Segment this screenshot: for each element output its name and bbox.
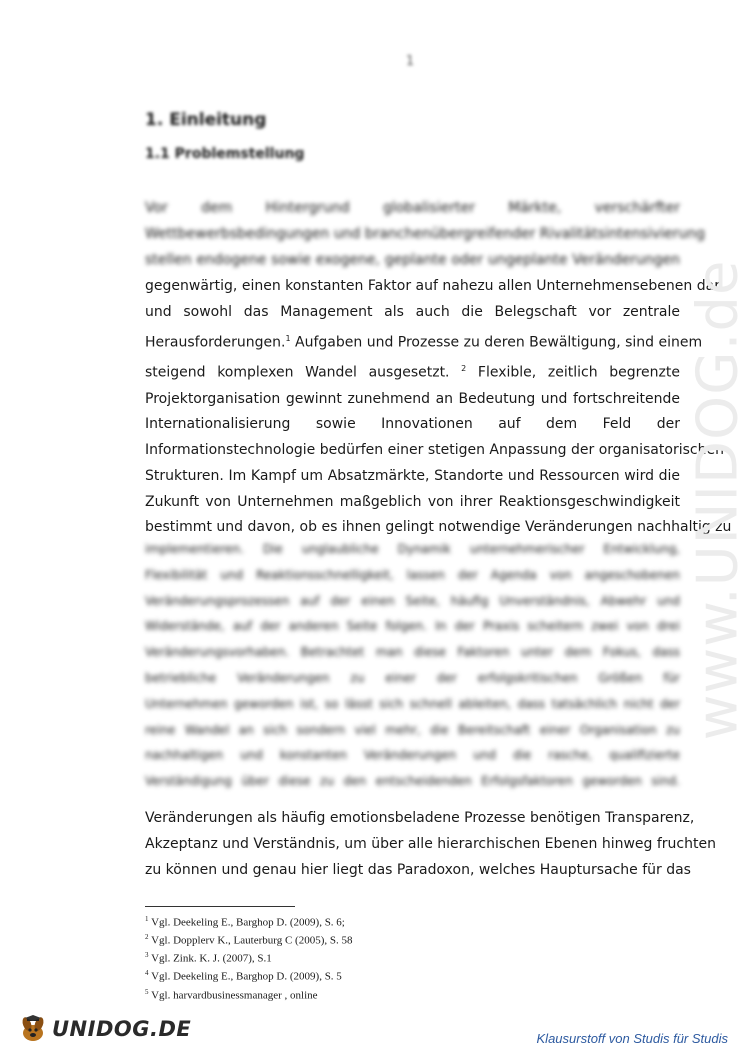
text-segment: steigend komplexen Wandel ausgesetzt.: [145, 364, 462, 381]
watermark: [685, 259, 750, 741]
text-segment: Herausforderungen.: [145, 334, 286, 351]
watermark-text: www.UNIDOG.de: [685, 259, 750, 741]
footnote: [145, 930, 353, 948]
text-line: Informationstechnologie bedürfen einer stetigen Anpassung der organisatorischen: [145, 442, 724, 459]
text-line: Widerstände, auf der anderen Seite folgen. In der Praxis scheitern zwei von drei: [145, 619, 680, 634]
footnote: [145, 948, 353, 966]
visible-paragraph-2: [145, 806, 716, 883]
tagline: Klausurstoff von Studis für Studis: [536, 1031, 728, 1046]
footnote-separator: [145, 906, 295, 907]
text-line: Akzeptanz und Verständnis, um über alle hierarchischen Ebenen hinweg fruchten: [145, 835, 716, 852]
blurred-paragraph-top: [145, 196, 706, 273]
chapter-heading: 1. Einleitung: [145, 110, 267, 130]
text-line: Strukturen. Im Kampf um Absatzmärkte, Standorte und Ressourcen wird die: [145, 467, 680, 484]
footnote-text: Vgl. Deekeling E., Barghop D. (2009), S. 6;: [151, 916, 345, 929]
footnote-number: 2: [145, 933, 149, 942]
section-heading: 1.1 Problemstellung: [145, 146, 305, 162]
text-line: Wettbewerbsbedingungen und branchenübergreifender Rivalitätsintensivierung: [145, 225, 706, 242]
footnote-number: 3: [145, 951, 149, 960]
visible-paragraph-1: [145, 274, 732, 541]
footnote-number: 1: [145, 915, 149, 923]
footnotes: [145, 912, 353, 1003]
blurred-paragraph-mid: [145, 537, 680, 795]
text-line: Projektorganisation gewinnt zunehmend an Bedeutung und fortschreitende: [145, 390, 680, 407]
footnote: [145, 966, 353, 984]
text-segment: Aufgaben und Prozesse zu deren Bewältigung, sind einem: [290, 334, 703, 351]
text-line: Zukunft von Unternehmen maßgeblich von ihrer Reaktionsgeschwindigkeit: [145, 493, 680, 510]
page-number: 1: [405, 54, 415, 69]
text-line: reine Wandel an sich sondern viel mehr, die Bereitschaft einer Organisation zu: [145, 722, 680, 737]
footnote-number: 5: [145, 987, 149, 996]
text-line: Flexibilität und Reaktionsschnelligkeit, lassen der Agenda von angeschobenen: [145, 567, 680, 582]
text-line: Unternehmen geworden ist, so lässt sich schnell ableiten, dass tatsächlich nicht der: [145, 696, 680, 711]
text-line: und sowohl das Management als auch die Belegschaft vor zentrale: [145, 303, 680, 320]
unidog-logo[interactable]: [18, 1014, 191, 1044]
dog-icon: [18, 1014, 48, 1044]
text-line: bestimmt und davon, ob es ihnen gelingt notwendige Veränderungen nachhaltig zu: [145, 519, 732, 536]
text-line: implementieren. Die unglaubliche Dynamik unternehmerischer Entwicklung,: [145, 542, 680, 556]
footnote-ref: 1: [285, 333, 291, 343]
text-line: gegenwärtig, einen konstanten Faktor auf nahezu allen Unternehmensebenen dar: [145, 278, 720, 294]
footnote-text: Vgl. Deekeling E., Barghop D. (2009), S. 5: [151, 971, 342, 984]
text-line: Verständigung über diese zu den entscheidenden Erfolgsfaktoren geworden sind.: [145, 774, 680, 789]
footnote: [145, 985, 353, 1003]
logo-text: UNIDOG.DE: [52, 1017, 192, 1041]
footnote-number: 4: [145, 969, 149, 978]
text-segment: Flexible, zeitlich begrenzte: [466, 364, 680, 381]
text-line: stellen endogene sowie exogene, geplante oder ungeplante Veränderungen: [145, 251, 680, 268]
text-line: Vor dem Hintergrund globalisierter Märkte, verschärfter: [145, 200, 680, 216]
text-line: Veränderungen als häufig emotionsbeladene Prozesse benötigen Transparenz,: [145, 810, 695, 826]
text-line: Internationalisierung sowie Innovationen auf dem Feld der: [145, 416, 680, 433]
footnote-text: Vgl. Zink. K. J. (2007), S.1: [151, 952, 272, 965]
text-line: Veränderungsvorhaben. Betrachtet man diese Faktoren unter dem Fokus, dass: [145, 645, 680, 660]
text-line: [145, 326, 703, 356]
footnote-text: Vgl. Dopplerv K., Lauterburg C (2005), S. 58: [151, 934, 353, 947]
text-line: [145, 356, 680, 386]
footnote-text: Vgl. harvardbusinessmanager , online: [151, 989, 318, 1002]
footnote-ref: 2: [461, 364, 467, 374]
footnote: [145, 912, 353, 930]
text-line: zu können und genau hier liegt das Paradoxon, welches Hauptursache für das: [145, 861, 691, 878]
text-line: Veränderungsprozessen auf der einen Seite, häufig Unverständnis, Abwehr und: [145, 593, 680, 608]
text-line: nachhaltigen und konstanten Veränderungen und die rasche, qualifizierte: [145, 748, 680, 763]
text-line: betriebliche Veränderungen zu einer der erfolgskritischen Größen für: [145, 670, 680, 685]
